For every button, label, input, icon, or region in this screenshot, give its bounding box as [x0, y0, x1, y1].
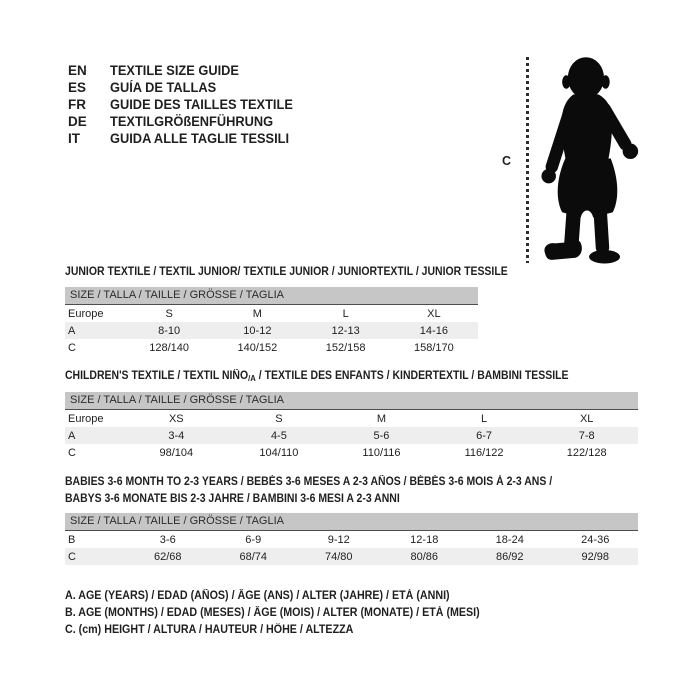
value-cell: XL	[427, 307, 441, 320]
children-table-grid	[65, 410, 638, 461]
row-label-cell: Europe	[68, 307, 104, 320]
section-title-children-pre: CHILDREN'S TEXTILE / TEXTIL NIÑO	[65, 370, 249, 382]
section-title-babies	[65, 474, 552, 508]
language-label: TEXTILGRÖßENFÜHRUNG	[110, 114, 274, 129]
value-cell: 104/110	[259, 446, 299, 459]
value-cell: 98/104	[159, 446, 194, 459]
value-cell: 12-13	[331, 324, 360, 337]
value-cell: 14-16	[419, 324, 448, 337]
value-cell: 3-4	[168, 429, 185, 442]
value-cell: XS	[168, 412, 184, 425]
language-row-fr	[68, 96, 303, 113]
value-cell: L	[342, 307, 349, 320]
babies-table-grid	[65, 531, 638, 565]
note-b: B. AGE (MONTHS) / EDAD (MESES) / ÂGE (MOIS) / ALTER (MONATE) / ETÀ (MESI)	[65, 607, 480, 620]
size-header-band: SIZE / TALLA / TAILLE / GRÖSSE / TAGLIA	[65, 287, 478, 305]
value-cell: 158/170	[413, 341, 454, 354]
language-label: GUÍA DE TALLAS	[110, 80, 217, 95]
toddler-silhouette-icon	[533, 51, 643, 264]
row-label-cell: C	[68, 341, 76, 354]
value-cell: 8-10	[158, 324, 181, 337]
value-cell: 9-12	[327, 533, 350, 546]
value-cell: 86/92	[495, 550, 524, 563]
row-label-cell: A	[68, 429, 76, 442]
value-cell: 62/68	[153, 550, 182, 563]
junior-table-grid	[65, 305, 478, 356]
language-label: GUIDA ALLE TAGLIE TESSILI	[110, 131, 290, 146]
language-code: FR	[68, 97, 86, 112]
section-title-babies-line1: BABIES 3-6 MONTH TO 2-3 YEARS / BEBÉS 3-6 MESES A 2-3 AÑOS / BÉBÉS 3-6 MOIS À 2-3 ANS /	[65, 476, 553, 488]
legend-notes	[65, 588, 511, 640]
language-label: GUIDE DES TAILLES TEXTILE	[110, 97, 293, 112]
value-cell: L	[481, 412, 488, 425]
language-list	[68, 62, 303, 147]
measure-c-label: C	[502, 154, 512, 168]
value-cell: 140/152	[237, 341, 278, 354]
language-row-es	[68, 79, 303, 96]
value-cell: 122/128	[566, 446, 607, 459]
value-cell: 116/122	[464, 446, 504, 459]
value-cell: 92/98	[581, 550, 610, 563]
language-code: EN	[68, 63, 87, 78]
section-title-children-sub: /A	[248, 373, 256, 383]
value-cell: S	[165, 307, 173, 320]
value-cell: 18-24	[495, 533, 524, 546]
row-label-cell: C	[68, 446, 76, 459]
row-label-cell: B	[68, 533, 76, 546]
value-cell: 6-7	[476, 429, 493, 442]
row-label-cell: A	[68, 324, 76, 337]
children-size-table	[65, 392, 638, 461]
language-row-it	[68, 130, 303, 147]
size-header-band: SIZE / TALLA / TAILLE / GRÖSSE / TAGLIA	[65, 513, 638, 531]
value-cell: M	[252, 307, 262, 320]
language-code: IT	[68, 131, 80, 146]
babies-size-table	[65, 513, 638, 565]
table-row	[65, 322, 478, 339]
size-header-band: SIZE / TALLA / TAILLE / GRÖSSE / TAGLIA	[65, 392, 638, 410]
value-cell: 110/116	[362, 446, 401, 459]
value-cell: 128/140	[149, 341, 189, 354]
junior-size-table	[65, 287, 478, 356]
table-row	[65, 339, 478, 356]
value-cell: 12-18	[410, 533, 439, 546]
table-row	[65, 427, 638, 444]
value-cell: 5-6	[373, 429, 390, 442]
row-label-cell: C	[68, 550, 76, 563]
language-row-en	[68, 62, 303, 79]
language-code: ES	[68, 80, 87, 95]
value-cell: 152/158	[325, 341, 366, 354]
value-cell: S	[275, 412, 283, 425]
table-row	[65, 305, 478, 322]
value-cell: 68/74	[239, 550, 268, 563]
table-row	[65, 410, 638, 427]
value-cell: 6-9	[245, 533, 262, 546]
value-cell: 10-12	[243, 324, 272, 337]
note-a: A. AGE (YEARS) / EDAD (AÑOS) / ÂGE (ANS) / ALTER (JAHRE) / ETÀ (ANNI)	[65, 590, 450, 602]
height-measure-dashed-line	[526, 57, 529, 263]
section-title-children	[65, 370, 568, 383]
language-code: DE	[68, 114, 87, 129]
value-cell: 74/80	[324, 550, 353, 563]
value-cell: 4-5	[270, 429, 287, 442]
value-cell: 24-36	[581, 533, 610, 546]
value-cell: 7-8	[578, 429, 595, 442]
table-row	[65, 531, 638, 548]
value-cell: 3-6	[159, 533, 176, 546]
value-cell: 80/86	[410, 550, 439, 563]
section-title-children-post: / TEXTILE DES ENFANTS / KINDERTEXTIL / BAMBINI TESSILE	[255, 370, 569, 382]
note-c: C. (cm) HEIGHT / ALTURA / HAUTEUR / HÖHE / ALTEZZA	[65, 624, 354, 637]
row-label-cell: Europe	[68, 412, 104, 425]
section-title-babies-line2: BABYS 3-6 MONATE BIS 2-3 JAHRE / BAMBINI 3-6 MESI A 2-3 ANNI	[65, 493, 400, 505]
table-row	[65, 444, 638, 461]
section-title-junior: JUNIOR TEXTILE / TEXTIL JUNIOR/ TEXTILE JUNIOR / JUNIORTEXTIL / JUNIOR TESSILE	[65, 266, 508, 278]
language-label: TEXTILE SIZE GUIDE	[110, 63, 239, 78]
language-row-de	[68, 113, 303, 130]
value-cell: XL	[579, 412, 594, 425]
value-cell: M	[376, 412, 387, 425]
table-row	[65, 548, 638, 565]
